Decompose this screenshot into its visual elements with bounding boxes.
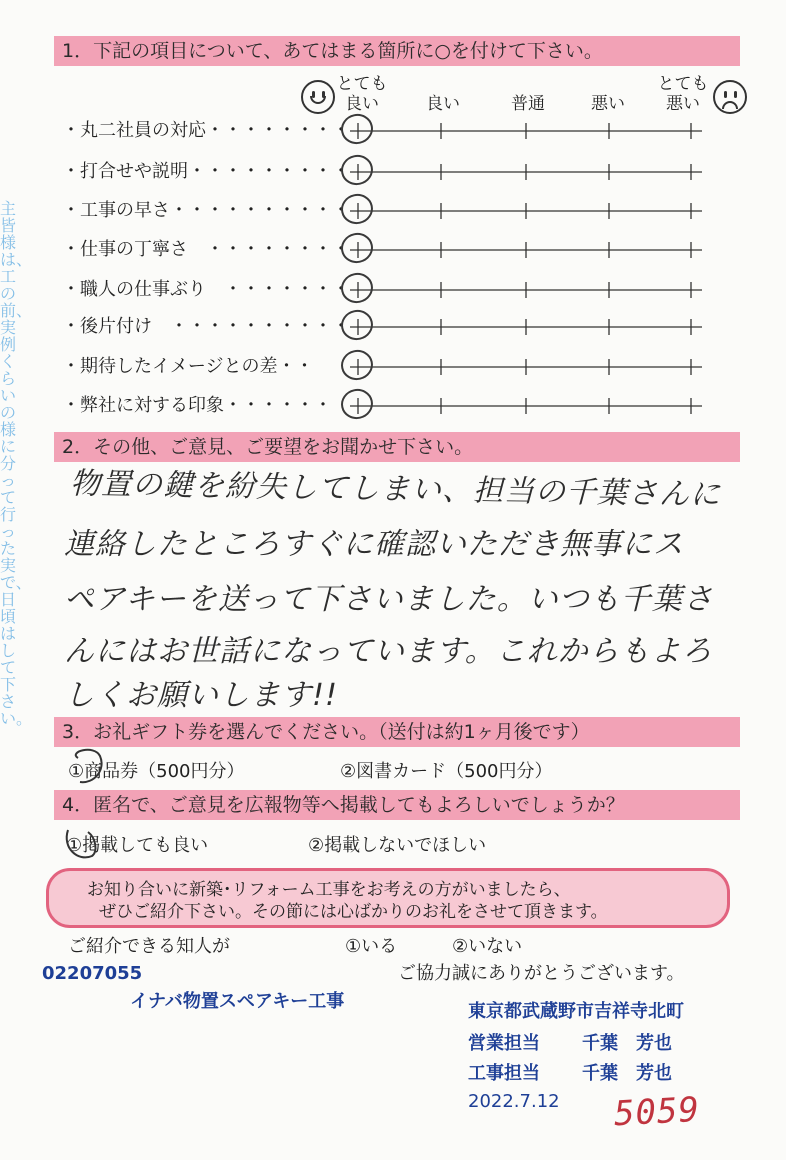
scale-normal: 普通 [511, 94, 545, 114]
rating-item-label: ・工事の早さ・・・・・・・・・・ [62, 200, 350, 221]
rating-circle-mark [339, 271, 374, 305]
gift-option-1[interactable]: ①商品券（500円分） [68, 761, 245, 782]
rating-item-label: ・打合せや説明・・・・・・・・・ [62, 161, 350, 182]
scale-very-good: とても 良い [336, 74, 388, 114]
rating-circle-mark [339, 308, 374, 342]
sales-rep-name: 千葉 芳也 [582, 1033, 672, 1054]
section1-heading: 1．下記の項目について、あてはまる箇所に○を付けて下さい。 [54, 36, 740, 66]
side-bleed-text: 主皆様は、工の前、実例くらいの様に分って行った実で、日頃はして下さい。 [0, 199, 33, 728]
rating-item-label: ・弊社に対する印象・・・・・・ [62, 395, 332, 416]
publish-option-2[interactable]: ②掲載しないでほしい [308, 835, 487, 856]
rating-scale-lines [0, 0, 786, 440]
publish-option-1-circle-mark [58, 818, 118, 868]
rating-circle-mark [339, 387, 374, 421]
referral-notice-box [46, 868, 730, 928]
rating-item-label: ・丸二社員の対応・・・・・・・・ [62, 120, 350, 141]
section2-heading: 2．その他、ご意見、ご要望をお聞かせ下さい。 [54, 432, 740, 462]
scale-very-bad: とても 悪い [657, 74, 709, 114]
referral-no[interactable]: ②いない [452, 936, 523, 957]
construction-rep-name: 千葉 芳也 [582, 1063, 672, 1084]
section3-heading: 3．お礼ギフト券を選んでください。（送付は約1ヶ月後です） [54, 717, 740, 747]
rating-circle-mark [339, 112, 374, 146]
publish-option-1[interactable]: ①掲載しても良い [66, 835, 209, 856]
customer-number: 02207055 [42, 963, 143, 984]
scale-good: 良い [426, 94, 460, 114]
rating-item-label: ・後片付け ・・・・・・・・・・ [62, 316, 350, 337]
rating-circle-mark [339, 348, 374, 382]
date: 2022.7.12 [468, 1091, 560, 1112]
handwritten-line-2: 連絡したところすぐに確認いただき無事にス [64, 527, 684, 562]
handwritten-line-4: んにはお世話になっています。これからもよろ [64, 634, 713, 669]
rating-item-label: ・期待したイメージとの差・・ [62, 356, 314, 377]
rating-item-label: ・職人の仕事ぶり ・・・・・・・ [62, 279, 350, 300]
gift-option-2[interactable]: ②図書カード（500円分） [340, 761, 553, 782]
rating-item-label: ・仕事の丁寧さ ・・・・・・・・ [62, 239, 350, 260]
rating-circle-mark [339, 231, 374, 265]
rating-circle-mark [339, 153, 374, 187]
referral-yes[interactable]: ①いる [345, 936, 398, 957]
section4-heading: 4．匿名で、ご意見を広報物等へ掲載してもよろしいでしょうか？ [54, 790, 740, 820]
rating-circle-mark [339, 192, 374, 226]
scale-bad: 悪い [591, 94, 625, 114]
sales-rep-label: 営業担当 [468, 1033, 540, 1054]
address: 東京都武蔵野市吉祥寺北町 [468, 1001, 684, 1022]
stamp-number: 5059 [613, 1089, 701, 1135]
thanks-text: ご協力誠にありがとうございます。 [398, 963, 685, 984]
handwritten-line-3: ペアキーを送って下さいました。いつも千葉さ [64, 582, 714, 617]
construction-rep-label: 工事担当 [468, 1063, 540, 1084]
work-name: イナバ物置スペアキー工事 [130, 991, 345, 1012]
gift-option-1-circle-mark [60, 740, 120, 790]
referral-line-2: ぜひご紹介下さい。その節には心ばかりのお礼をさせて頂きます。 [99, 902, 608, 922]
handwritten-line-5: しくお願いします!! [64, 678, 339, 713]
handwritten-line-1: 物置の鍵を紛失してしまい、担当の千葉さんに [69, 466, 722, 513]
referral-question: ご紹介できる知人が [68, 936, 230, 957]
referral-line-1: お知り合いに新築･リフォーム工事をお考えの方がいましたら、 [87, 880, 571, 900]
